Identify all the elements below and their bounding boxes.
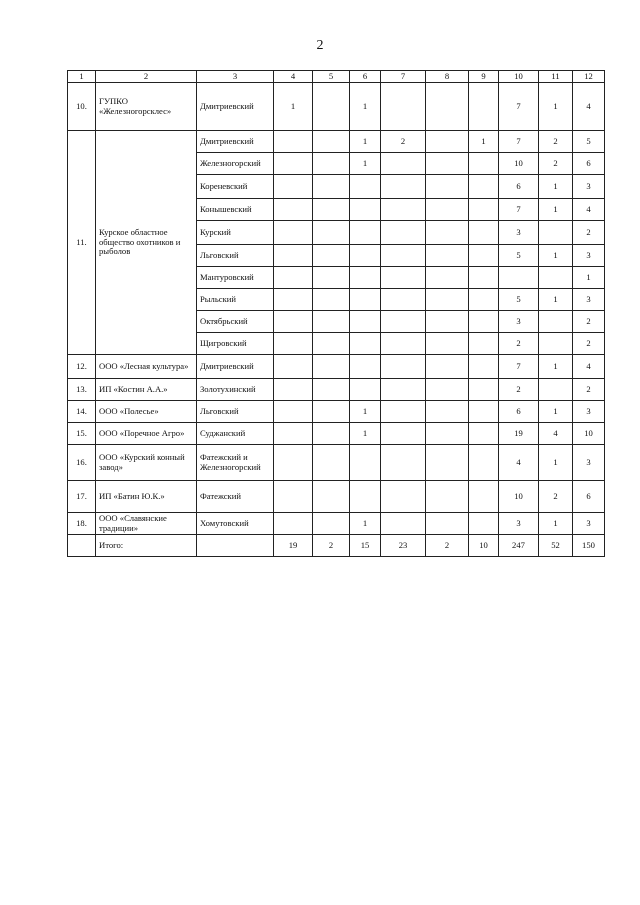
column-header: 9	[469, 71, 499, 83]
value-cell-5	[313, 513, 350, 535]
value-cell-11: 2	[539, 481, 573, 513]
value-cell-5	[313, 445, 350, 481]
total-value-9: 10	[469, 535, 499, 557]
value-cell-11	[539, 333, 573, 355]
value-cell-7	[381, 311, 426, 333]
organization-name: ООО «Поречное Агро»	[96, 423, 197, 445]
column-header: 7	[381, 71, 426, 83]
total-value-5: 2	[313, 535, 350, 557]
value-cell-7	[381, 83, 426, 131]
table-row	[68, 355, 605, 379]
value-cell-9	[469, 175, 499, 199]
value-cell-4	[274, 333, 313, 355]
value-cell-12: 2	[573, 221, 605, 245]
value-cell-7	[381, 445, 426, 481]
value-cell-10: 3	[499, 221, 539, 245]
value-cell-7	[381, 267, 426, 289]
district-name: Льговский	[197, 245, 274, 267]
value-cell-6	[350, 311, 381, 333]
value-cell-9	[469, 513, 499, 535]
value-cell-6: 1	[350, 131, 381, 153]
value-cell-6	[350, 221, 381, 245]
value-cell-10: 10	[499, 153, 539, 175]
total-value-4: 19	[274, 535, 313, 557]
district-name: Железногорский	[197, 153, 274, 175]
value-cell-12: 6	[573, 481, 605, 513]
value-cell-7	[381, 245, 426, 267]
row-number: 16.	[68, 445, 96, 481]
organization-name: ООО «Славянские традиции»	[96, 513, 197, 535]
district-name: Октябрьский	[197, 311, 274, 333]
value-cell-5	[313, 481, 350, 513]
value-cell-4	[274, 175, 313, 199]
table-row	[68, 379, 605, 401]
value-cell-5	[313, 379, 350, 401]
value-cell-6: 1	[350, 83, 381, 131]
value-cell-9	[469, 153, 499, 175]
value-cell-11	[539, 379, 573, 401]
value-cell-6	[350, 355, 381, 379]
value-cell-5	[313, 401, 350, 423]
table-row	[68, 513, 605, 535]
value-cell-5	[313, 267, 350, 289]
value-cell-4	[274, 423, 313, 445]
value-cell-12: 2	[573, 311, 605, 333]
table-row	[68, 83, 605, 131]
row-number: 12.	[68, 355, 96, 379]
district-name: Кореневский	[197, 175, 274, 199]
value-cell-9	[469, 401, 499, 423]
value-cell-12: 4	[573, 83, 605, 131]
value-cell-9	[469, 311, 499, 333]
value-cell-4	[274, 445, 313, 481]
value-cell-11: 1	[539, 175, 573, 199]
value-cell-9: 1	[469, 131, 499, 153]
district-name: Фатежский	[197, 481, 274, 513]
value-cell-4	[274, 289, 313, 311]
value-cell-7	[381, 153, 426, 175]
column-header: 12	[573, 71, 605, 83]
value-cell-8	[426, 379, 469, 401]
value-cell-11: 2	[539, 153, 573, 175]
value-cell-8	[426, 153, 469, 175]
value-cell-5	[313, 175, 350, 199]
value-cell-7: 2	[381, 131, 426, 153]
row-number: 11.	[68, 131, 96, 355]
value-cell-7	[381, 423, 426, 445]
value-cell-4	[274, 221, 313, 245]
value-cell-11	[539, 221, 573, 245]
value-cell-9	[469, 221, 499, 245]
column-header: 1	[68, 71, 96, 83]
value-cell-8	[426, 289, 469, 311]
value-cell-9	[469, 423, 499, 445]
row-number: 14.	[68, 401, 96, 423]
value-cell-6	[350, 379, 381, 401]
value-cell-4	[274, 267, 313, 289]
value-cell-4	[274, 481, 313, 513]
value-cell-5	[313, 311, 350, 333]
value-cell-12: 5	[573, 131, 605, 153]
value-cell-10: 6	[499, 175, 539, 199]
value-cell-7	[381, 355, 426, 379]
column-header: 3	[197, 71, 274, 83]
total-label: Итого:	[96, 535, 197, 557]
value-cell-9	[469, 379, 499, 401]
district-name: Суджанский	[197, 423, 274, 445]
row-number: 18.	[68, 513, 96, 535]
value-cell-9	[469, 83, 499, 131]
value-cell-5	[313, 289, 350, 311]
organization-name: Курское областное общество охотников и рыболов	[96, 131, 197, 355]
value-cell-5	[313, 83, 350, 131]
value-cell-4	[274, 245, 313, 267]
value-cell-10: 4	[499, 445, 539, 481]
value-cell-12: 2	[573, 333, 605, 355]
value-cell-11: 1	[539, 445, 573, 481]
value-cell-11: 1	[539, 199, 573, 221]
table-row	[68, 401, 605, 423]
value-cell-7	[381, 379, 426, 401]
value-cell-5	[313, 423, 350, 445]
value-cell-11: 1	[539, 355, 573, 379]
value-cell-6	[350, 175, 381, 199]
value-cell-6	[350, 289, 381, 311]
total-empty-cell	[68, 535, 96, 557]
value-cell-8	[426, 481, 469, 513]
district-name: Дмитриевский	[197, 83, 274, 131]
value-cell-4: 1	[274, 83, 313, 131]
district-name: Льговский	[197, 401, 274, 423]
value-cell-10: 7	[499, 355, 539, 379]
value-cell-4	[274, 153, 313, 175]
value-cell-6	[350, 445, 381, 481]
district-name: Конышевский	[197, 199, 274, 221]
value-cell-5	[313, 221, 350, 245]
table-row	[68, 445, 605, 481]
value-cell-5	[313, 333, 350, 355]
value-cell-10: 5	[499, 245, 539, 267]
value-cell-11: 1	[539, 401, 573, 423]
value-cell-11: 2	[539, 131, 573, 153]
value-cell-4	[274, 513, 313, 535]
district-name: Хомутовский	[197, 513, 274, 535]
value-cell-6	[350, 199, 381, 221]
column-header: 4	[274, 71, 313, 83]
column-header: 5	[313, 71, 350, 83]
organization-name: ООО «Курский конный завод»	[96, 445, 197, 481]
value-cell-11: 1	[539, 83, 573, 131]
column-header: 10	[499, 71, 539, 83]
value-cell-10: 2	[499, 333, 539, 355]
value-cell-8	[426, 267, 469, 289]
value-cell-12: 3	[573, 175, 605, 199]
value-cell-8	[426, 175, 469, 199]
value-cell-12: 3	[573, 513, 605, 535]
organization-name: ИП «Батин Ю.К.»	[96, 481, 197, 513]
district-name: Фатежский и Железногорский	[197, 445, 274, 481]
value-cell-10: 3	[499, 513, 539, 535]
value-cell-6	[350, 481, 381, 513]
value-cell-9	[469, 289, 499, 311]
district-name: Щигровский	[197, 333, 274, 355]
district-name: Мантуровский	[197, 267, 274, 289]
value-cell-10: 10	[499, 481, 539, 513]
value-cell-8	[426, 401, 469, 423]
value-cell-4	[274, 379, 313, 401]
table-row	[68, 481, 605, 513]
value-cell-11: 1	[539, 513, 573, 535]
district-name: Дмитриевский	[197, 355, 274, 379]
column-header: 6	[350, 71, 381, 83]
value-cell-4	[274, 401, 313, 423]
total-value-12: 150	[573, 535, 605, 557]
value-cell-10: 5	[499, 289, 539, 311]
value-cell-10: 2	[499, 379, 539, 401]
value-cell-7	[381, 175, 426, 199]
total-value-8: 2	[426, 535, 469, 557]
table-body	[68, 71, 605, 557]
value-cell-8	[426, 199, 469, 221]
total-empty-cell	[197, 535, 274, 557]
value-cell-11: 1	[539, 245, 573, 267]
value-cell-10: 6	[499, 401, 539, 423]
row-number: 13.	[68, 379, 96, 401]
value-cell-9	[469, 199, 499, 221]
value-cell-7	[381, 481, 426, 513]
value-cell-6: 1	[350, 401, 381, 423]
value-cell-12: 3	[573, 401, 605, 423]
value-cell-10: 7	[499, 131, 539, 153]
value-cell-11: 1	[539, 289, 573, 311]
value-cell-12: 3	[573, 445, 605, 481]
page-number: 2	[316, 38, 324, 53]
value-cell-8	[426, 311, 469, 333]
total-value-11: 52	[539, 535, 573, 557]
total-value-10: 247	[499, 535, 539, 557]
value-cell-12: 10	[573, 423, 605, 445]
value-cell-8	[426, 513, 469, 535]
row-number: 17.	[68, 481, 96, 513]
value-cell-10: 3	[499, 311, 539, 333]
value-cell-8	[426, 245, 469, 267]
value-cell-11	[539, 311, 573, 333]
value-cell-7	[381, 401, 426, 423]
value-cell-4	[274, 355, 313, 379]
organization-name: ГУПКО «Железногорсклес»	[96, 83, 197, 131]
value-cell-7	[381, 333, 426, 355]
value-cell-5	[313, 355, 350, 379]
row-number: 10.	[68, 83, 96, 131]
value-cell-6: 1	[350, 423, 381, 445]
value-cell-9	[469, 355, 499, 379]
table-row	[68, 423, 605, 445]
value-cell-5	[313, 245, 350, 267]
value-cell-12: 6	[573, 153, 605, 175]
value-cell-6	[350, 333, 381, 355]
column-header: 2	[96, 71, 197, 83]
value-cell-5	[313, 199, 350, 221]
organization-name: ИП «Костин А.А.»	[96, 379, 197, 401]
value-cell-9	[469, 481, 499, 513]
value-cell-10: 19	[499, 423, 539, 445]
column-header: 11	[539, 71, 573, 83]
value-cell-8	[426, 221, 469, 245]
value-cell-11	[539, 267, 573, 289]
value-cell-6: 1	[350, 153, 381, 175]
total-row	[68, 535, 605, 557]
value-cell-8	[426, 333, 469, 355]
value-cell-4	[274, 311, 313, 333]
value-cell-6: 1	[350, 513, 381, 535]
value-cell-8	[426, 83, 469, 131]
row-number: 15.	[68, 423, 96, 445]
district-name: Курский	[197, 221, 274, 245]
hunting-quota-table	[67, 70, 605, 557]
column-header: 8	[426, 71, 469, 83]
value-cell-10	[499, 267, 539, 289]
value-cell-5	[313, 153, 350, 175]
organization-name: ООО «Полесье»	[96, 401, 197, 423]
value-cell-6	[350, 267, 381, 289]
value-cell-12: 4	[573, 355, 605, 379]
value-cell-7	[381, 221, 426, 245]
value-cell-12: 4	[573, 199, 605, 221]
value-cell-7	[381, 289, 426, 311]
column-number-row	[68, 71, 605, 83]
total-value-6: 15	[350, 535, 381, 557]
value-cell-5	[313, 131, 350, 153]
value-cell-8	[426, 131, 469, 153]
value-cell-12: 1	[573, 267, 605, 289]
value-cell-7	[381, 513, 426, 535]
value-cell-6	[350, 245, 381, 267]
value-cell-4	[274, 199, 313, 221]
value-cell-9	[469, 245, 499, 267]
value-cell-8	[426, 445, 469, 481]
value-cell-12: 3	[573, 245, 605, 267]
value-cell-11: 4	[539, 423, 573, 445]
value-cell-8	[426, 423, 469, 445]
value-cell-8	[426, 355, 469, 379]
value-cell-10: 7	[499, 199, 539, 221]
total-value-7: 23	[381, 535, 426, 557]
value-cell-9	[469, 333, 499, 355]
organization-name: ООО «Лесная культура»	[96, 355, 197, 379]
district-name: Золотухинский	[197, 379, 274, 401]
district-name: Дмитриевский	[197, 131, 274, 153]
value-cell-9	[469, 445, 499, 481]
value-cell-12: 3	[573, 289, 605, 311]
value-cell-10: 7	[499, 83, 539, 131]
district-name: Рыльский	[197, 289, 274, 311]
value-cell-4	[274, 131, 313, 153]
value-cell-12: 2	[573, 379, 605, 401]
value-cell-9	[469, 267, 499, 289]
value-cell-7	[381, 199, 426, 221]
table-row	[68, 131, 605, 153]
